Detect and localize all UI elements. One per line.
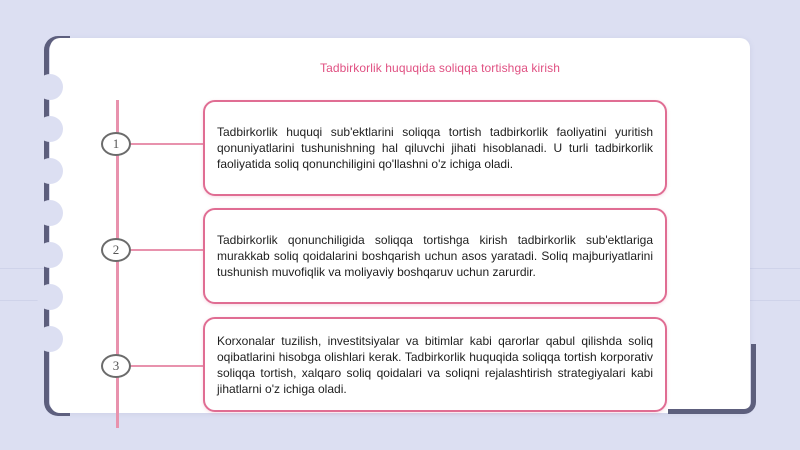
timeline-connector-3	[130, 365, 204, 367]
frame-bracket-right	[668, 344, 756, 414]
timeline-connector-2	[130, 249, 204, 251]
step-number-3: 3	[101, 354, 131, 378]
step-text-2: Tadbirkorlik qonunchiligida soliqqa tortishga kirish tadbirkorlik sub'ektlariga murakkab soliq qoidalarini boshqarish uchun asos yaratadi. Soliq majburiyatlarini tushunish muvofiqlik va moliyaviy boshqaruv uchun zarurdir.	[217, 233, 653, 279]
binder-hole	[37, 74, 63, 100]
step-card-1	[203, 100, 667, 196]
binder-hole	[37, 200, 63, 226]
step-number-2: 2	[101, 238, 131, 262]
step-card-2	[203, 208, 667, 304]
step-number-1: 1	[101, 132, 131, 156]
step-text-1: Tadbirkorlik huquqi sub'ektlarini soliqqa tortish tadbirkorlik faoliyatini yuritish qonuniyatlarini tushunishning hal qiluvchi jihati hisoblanadi. U turli tadbirkorlik faoliyatida soliq qonunchiligini qo'llashni o'z ichiga oladi.	[217, 125, 653, 171]
timeline-connector-1	[130, 143, 204, 145]
page-title: Tadbirkorlik huquqida soliqqa tortishga kirish	[319, 61, 561, 75]
step-card-3	[203, 317, 667, 412]
binder-hole	[37, 326, 63, 352]
step-text-3: Korxonalar tuzilish, investitsiyalar va bitimlar kabi qarorlar qabul qilishda soliq oqibatlarini hisobga olishlari kerak. Tadbirkorlik huquqida soliqqa tortish korporativ soliqqa tortish, xalqaro soliq qoidalari va soliqni rejalashtirish strategiyalari kabi jihatlarni o'z ichiga oladi.	[217, 333, 653, 396]
binder-hole	[37, 158, 63, 184]
binder-hole	[37, 284, 63, 310]
binder-hole	[37, 242, 63, 268]
binder-hole	[37, 116, 63, 142]
